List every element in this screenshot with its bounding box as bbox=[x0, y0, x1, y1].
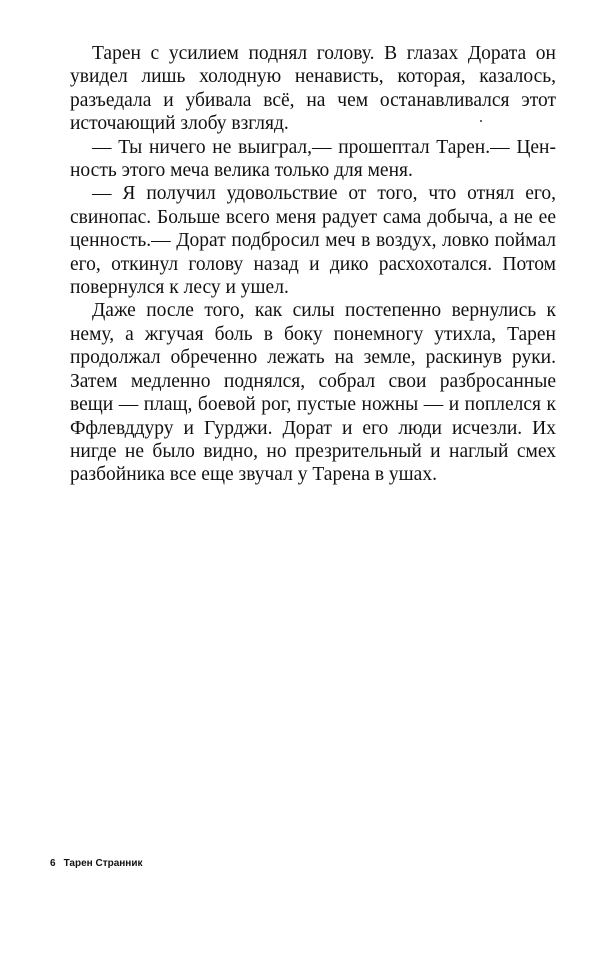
body-text bbox=[70, 42, 556, 487]
paragraph: Тарен с усилием поднял голову. В глазах Дората он увидел лишь холодную ненависть, которая, казалось, разъедала и убивала всё, на чем останавливался этот источающий злобу взгляд. bbox=[70, 43, 556, 135]
page-footer bbox=[50, 858, 143, 869]
print-speck bbox=[480, 120, 482, 122]
page-number: 6 bbox=[50, 858, 56, 869]
paragraph: Даже после того, как силы постепенно вернулись к нему, а жгучая боль в боку понемногу утихла, Тарен продолжал обреченно лежать на земле, раскинув руки. Затем медленно поднялся, собрал свои разбросанные вещи — плащ, боевой рог, пустые ножны — и поплелся к Ффлевддуру и Гурджи. Дорат и его люди исчезли. Их нигде не было видно, но презрительный и наглый смех разбойника все еще звучал у Тарена в ушах. bbox=[70, 300, 556, 486]
running-title: Тарен Странник bbox=[63, 858, 143, 869]
paragraph: — Ты ничего не выиграл,— прошептал Тарен.— Ценность этого меча велика только для меня. bbox=[70, 136, 556, 182]
paragraph: — Я получил удовольствие от того, что отнял его, свинопас. Больше всего меня радует сама добыча, а не ее ценность.— Дорат подбросил меч в воздух, ловко поймал его, откинул голову назад и дико расхохотался. Потом повернулся к лесу и ушел. bbox=[70, 183, 556, 299]
